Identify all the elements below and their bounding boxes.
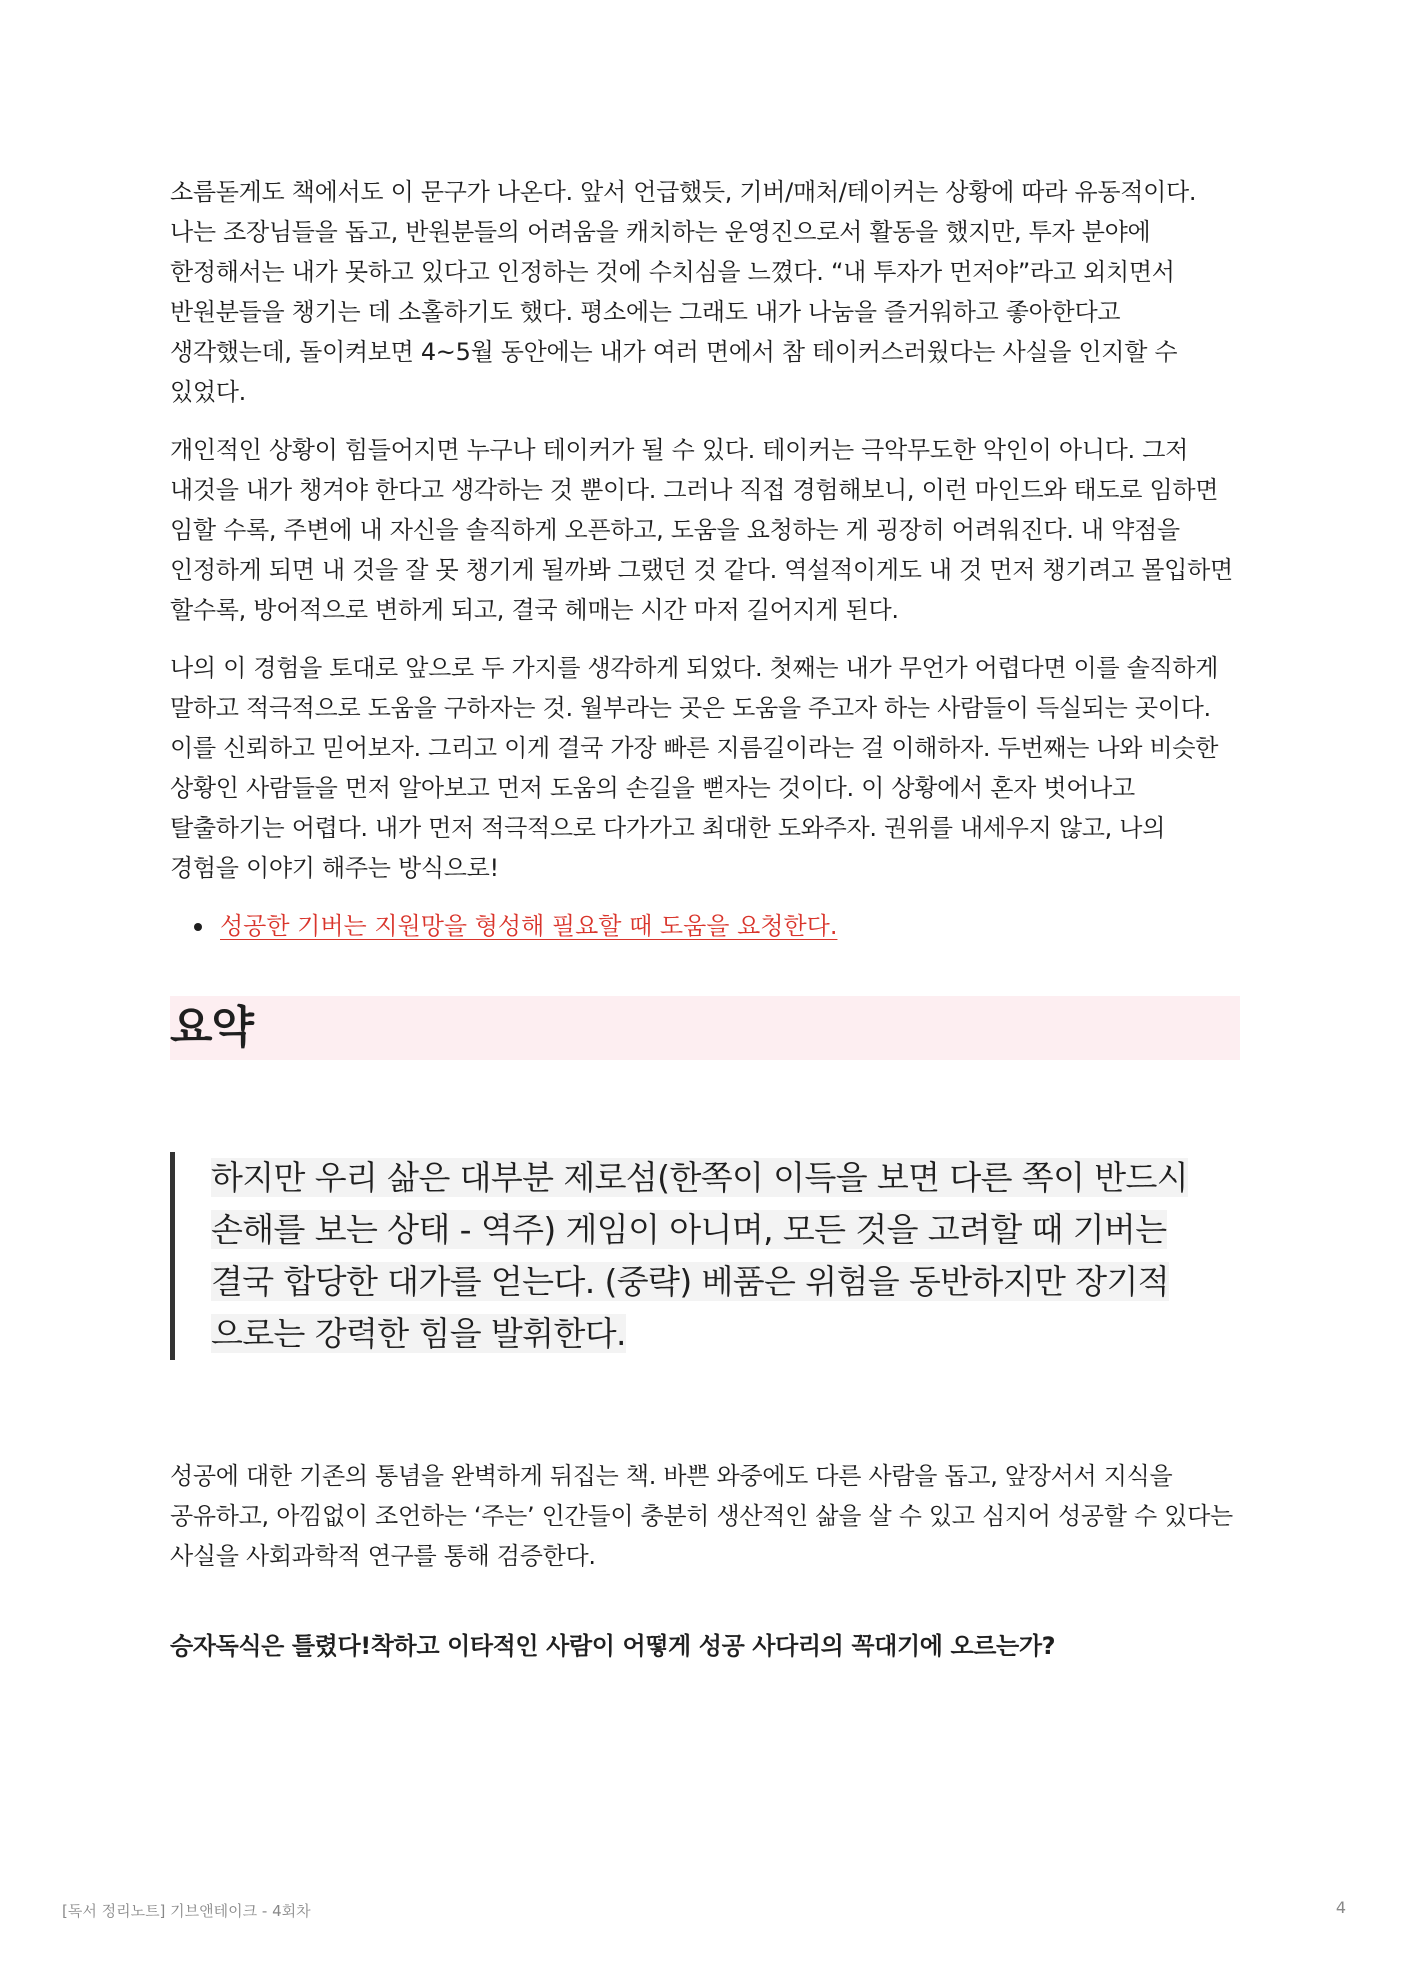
- highlight-link[interactable]: 성공한 기버는 지원망을 형성해 필요할 때 도움을 요청한다.: [220, 912, 838, 940]
- bullet-list: [170, 906, 1240, 946]
- quote-line-2: 손해를 보는 상태 - 역주) 게임이 아니며, 모든 것을 고려할 때 기버는: [211, 1210, 1167, 1249]
- book-subtitle: 승자독식은 틀렸다!착하고 이타적인 사람이 어떻게 성공 사다리의 꼭대기에 오르는가?: [170, 1632, 1056, 1660]
- quote-line-1: 하지만 우리 삶은 대부분 제로섬(한쪽이 이득을 보면 다른 쪽이 반드시: [211, 1158, 1189, 1197]
- footer-doc-title: [독서 정리노트] 기브앤테이크 - 4회차: [62, 1902, 311, 1920]
- body-paragraph-3: 나의 이 경험을 토대로 앞으로 두 가지를 생각하게 되었다. 첫째는 내가 무언가 어렵다면 이를 솔직하게 말하고 적극적으로 도움을 구하자는 것. 월부라는 곳은 도움을 주고자 하는 사람들이 득실되는 곳이다. 이를 신뢰하고 믿어보자. 그리고 이게 결국 가장 빠른 지름길이라는 걸 이해하자. 두번째는 나와 비슷한 상황인 사람들을 먼저 알아보고 먼저 도움의 손길을 뻗자는 것이다. 이 상황에서 혼자 벗어나고 탈출하기는 어렵다. 내가 먼저 적극적으로 다가가고 최대한 도와주자. 권위를 내세우지 않고, 나의 경험을 이야기 해주는 방식으로!: [170, 654, 1219, 882]
- blockquote: [170, 1152, 1240, 1360]
- book-description: 성공에 대한 기존의 통념을 완벽하게 뒤집는 책. 바쁜 와중에도 다른 사람을 돕고, 앞장서서 지식을 공유하고, 아낌없이 조언하는 ‘주는’ 인간들이 충분히 생산적인 삶을 살 수 있고 심지어 성공할 수 있다는 사실을 사회과학적 연구를 통해 검증한다.: [170, 1462, 1233, 1570]
- body-paragraph-1: 소름돋게도 책에서도 이 문구가 나온다. 앞서 언급했듯, 기버/매처/테이커는 상황에 따라 유동적이다. 나는 조장님들을 돕고, 반원분들의 어려움을 캐치하는 운영진으로서 활동을 했지만, 투자 분야에 한정해서는 내가 못하고 있다고 인정하는 것에 수치심을 느꼈다. “내 투자가 먼저야”라고 외치면서 반원분들을 챙기는 데 소홀하기도 했다. 평소에는 그래도 내가 나눔을 즐거워하고 좋아한다고 생각했는데, 돌이켜보면 4~5월 동안에는 내가 여러 면에서 참 테이커스러웠다는 사실을 인지할 수 있었다.: [170, 178, 1197, 406]
- quote-line-3: 결국 합당한 대가를 얻는다. (중략) 베품은 위험을 동반하지만 장기적: [211, 1262, 1170, 1301]
- quote-text: [211, 1152, 1240, 1360]
- list-item: [182, 906, 1240, 946]
- bullet-dot-icon: [194, 923, 202, 931]
- quote-line-4: 으로는 강력한 힘을 발휘한다.: [211, 1314, 626, 1353]
- page-content: [170, 172, 1240, 1666]
- summary-heading: 요약: [170, 996, 1240, 1060]
- page-number: 4: [1335, 1898, 1346, 1917]
- body-paragraph-2: 개인적인 상황이 힘들어지면 누구나 테이커가 될 수 있다. 테이커는 극악무도한 악인이 아니다. 그저 내것을 내가 챙겨야 한다고 생각하는 것 뿐이다. 그러나 직접 경험해보니, 이런 마인드와 태도로 임하면 임할 수록, 주변에 내 자신을 솔직하게 오픈하고, 도움을 요청하는 게 굉장히 어려워진다. 내 약점을 인정하게 되면 내 것을 잘 못 챙기게 될까봐 그랬던 것 같다. 역설적이게도 내 것 먼저 챙기려고 몰입하면 할수록, 방어적으로 변하게 되고, 결국 헤매는 시간 마저 길어지게 된다.: [170, 436, 1233, 624]
